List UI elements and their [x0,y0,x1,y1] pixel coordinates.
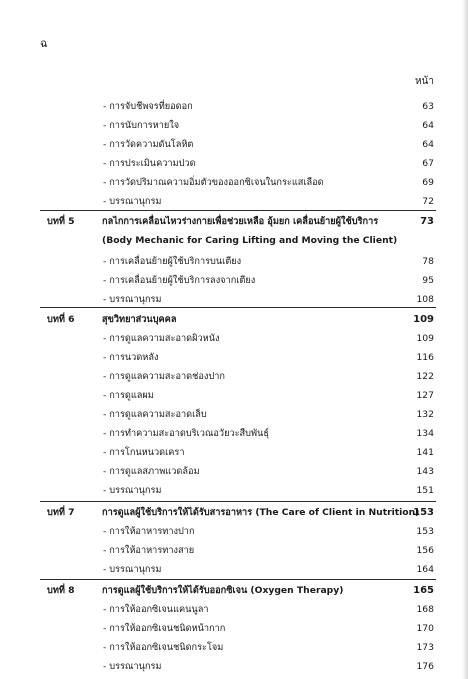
chapter-title-en: (Body Mechanic for Caring Lifting and Moving the Client) [102,235,398,246]
toc-item-title: - การนวดหลัง [103,352,159,363]
toc-item-page: 141 [416,447,434,458]
toc-item [0,621,468,637]
toc-item-page: 78 [422,256,434,267]
toc-item-title: - การประเมินความปวด [103,158,196,169]
toc-item [0,273,468,289]
section-divider [40,307,436,308]
chapter-page: 109 [413,314,434,325]
toc-item-page: 67 [422,158,434,169]
toc-item-title: - การโกนหนวดเครา [103,447,185,458]
toc-item-page: 170 [416,623,434,634]
toc-item [0,659,468,675]
toc-item-title: - บรรณานุกรม [103,661,162,672]
chapter-heading [0,583,468,599]
chapter-heading [0,505,468,521]
toc-item-title: - การให้อาหารทางสาย [103,545,195,556]
chapter-label: บทที่ 8 [47,585,75,596]
chapter-label: บทที่ 5 [47,216,75,227]
toc-item-page: 64 [422,139,434,150]
toc-item [0,292,468,308]
toc-item [0,483,468,499]
toc-item-title: - การจับชีพจรที่ยอดอก [103,101,193,112]
chapter-label: บทที่ 7 [47,507,75,518]
toc-item [0,640,468,656]
toc-item-title: - การวัดปริมาณความอิ่มตัวของออกซิเจนในกระแสเลือด [103,177,324,188]
toc-item-page: 116 [416,352,434,363]
toc-item-title: - การวัดความดันโลหิต [103,139,194,150]
toc-item-title: - การเคลื่อนย้ายผู้ใช้บริการบนเตียง [103,256,242,267]
toc-item-page: 72 [422,196,434,207]
toc-item [0,543,468,559]
toc-item [0,175,468,191]
section-divider [40,210,436,211]
toc-item-title: - การดูแลความสะอาดเล็บ [103,409,207,420]
toc-item [0,254,468,270]
toc-item-title: - การดูแลความสะอาดผิวหนัง [103,333,220,344]
toc-item [0,350,468,366]
toc-item-title: - การดูแลความสะอาดช่องปาก [103,371,225,382]
toc-item [0,602,468,618]
toc-item-page: 156 [416,545,434,556]
toc-item-page: 168 [416,604,434,615]
toc-item [0,445,468,461]
toc-item [0,99,468,115]
toc-item-title: - การดูแลผม [103,390,154,401]
chapter-heading [0,214,468,230]
chapter-subtitle [0,233,468,249]
toc-item [0,369,468,385]
toc-item-page: 153 [416,526,434,537]
toc-item-title: - การดูแลสภาพแวดล้อม [103,466,200,477]
chapter-title: กลไกการเคลื่อนไหวร่างกายเพื่อช่วยเหลือ อุ้มยก เคลื่อนย้ายผู้ใช้บริการ [102,216,379,227]
toc-item-page: 108 [416,294,434,305]
chapter-title: การดูแลผู้ใช้บริการให้ได้รับสารอาหาร (The Care of Client in Nutrition) [102,507,420,518]
toc-item [0,464,468,480]
toc-item-page: 122 [416,371,434,382]
chapter-page: 153 [413,507,434,518]
toc-item-title: - บรรณานุกรม [103,196,162,207]
toc-item [0,562,468,578]
toc-item-title: - การให้ออกซิเจนชนิดหน้ากาก [103,623,226,634]
page-column-header: หน้า [414,76,434,87]
toc-item [0,118,468,134]
toc-item-page: 151 [416,485,434,496]
toc-item-page: 69 [422,177,434,188]
section-divider [40,579,436,580]
chapter-heading [0,312,468,328]
toc-item-page: 127 [416,390,434,401]
toc-item-title: - การเคลื่อนย้ายผู้ใช้บริการลงจากเตียง [103,275,256,286]
section-divider [40,501,436,502]
toc-item-title: - บรรณานุกรม [103,485,162,496]
toc-item [0,137,468,153]
toc-item [0,156,468,172]
toc-item [0,194,468,210]
toc-item-title: - การให้อาหารทางปาก [103,526,195,537]
chapter-page: 165 [413,585,434,596]
toc-item-title: - บรรณานุกรม [103,294,162,305]
toc-item-page: 109 [416,333,434,344]
chapter-title: สุขวิทยาส่วนบุคคล [102,314,177,325]
toc-item-page: 173 [416,642,434,653]
toc-item-page: 176 [416,661,434,672]
toc-item-page: 95 [422,275,434,286]
toc-item-page: 143 [416,466,434,477]
chapter-label: บทที่ 6 [47,314,75,325]
page-number-letter: ฉ [40,37,48,50]
toc-item-page: 64 [422,120,434,131]
toc-item-page: 164 [416,564,434,575]
toc-item-page: 63 [422,101,434,112]
toc-item-title: - บรรณานุกรม [103,564,162,575]
toc-item-page: 132 [416,409,434,420]
chapter-title: การดูแลผู้ใช้บริการให้ได้รับออกซิเจน (Oxygen Therapy) [102,585,344,596]
toc-item [0,388,468,404]
chapter-page: 73 [420,216,434,227]
toc-item-title: - การนับการหายใจ [103,120,180,131]
toc-item-title: - การทำความสะอาดบริเวณอวัยวะสืบพันธุ์ [103,428,269,439]
toc-item-title: - การให้ออกซิเจนชนิดกระโจม [103,642,224,653]
toc-item [0,407,468,423]
page-edge-shadow [462,0,468,679]
toc-item-page: 134 [416,428,434,439]
toc-item [0,524,468,540]
toc-item [0,331,468,347]
toc-item [0,426,468,442]
toc-item-title: - การให้ออกซิเจนแคนนูลา [103,604,209,615]
